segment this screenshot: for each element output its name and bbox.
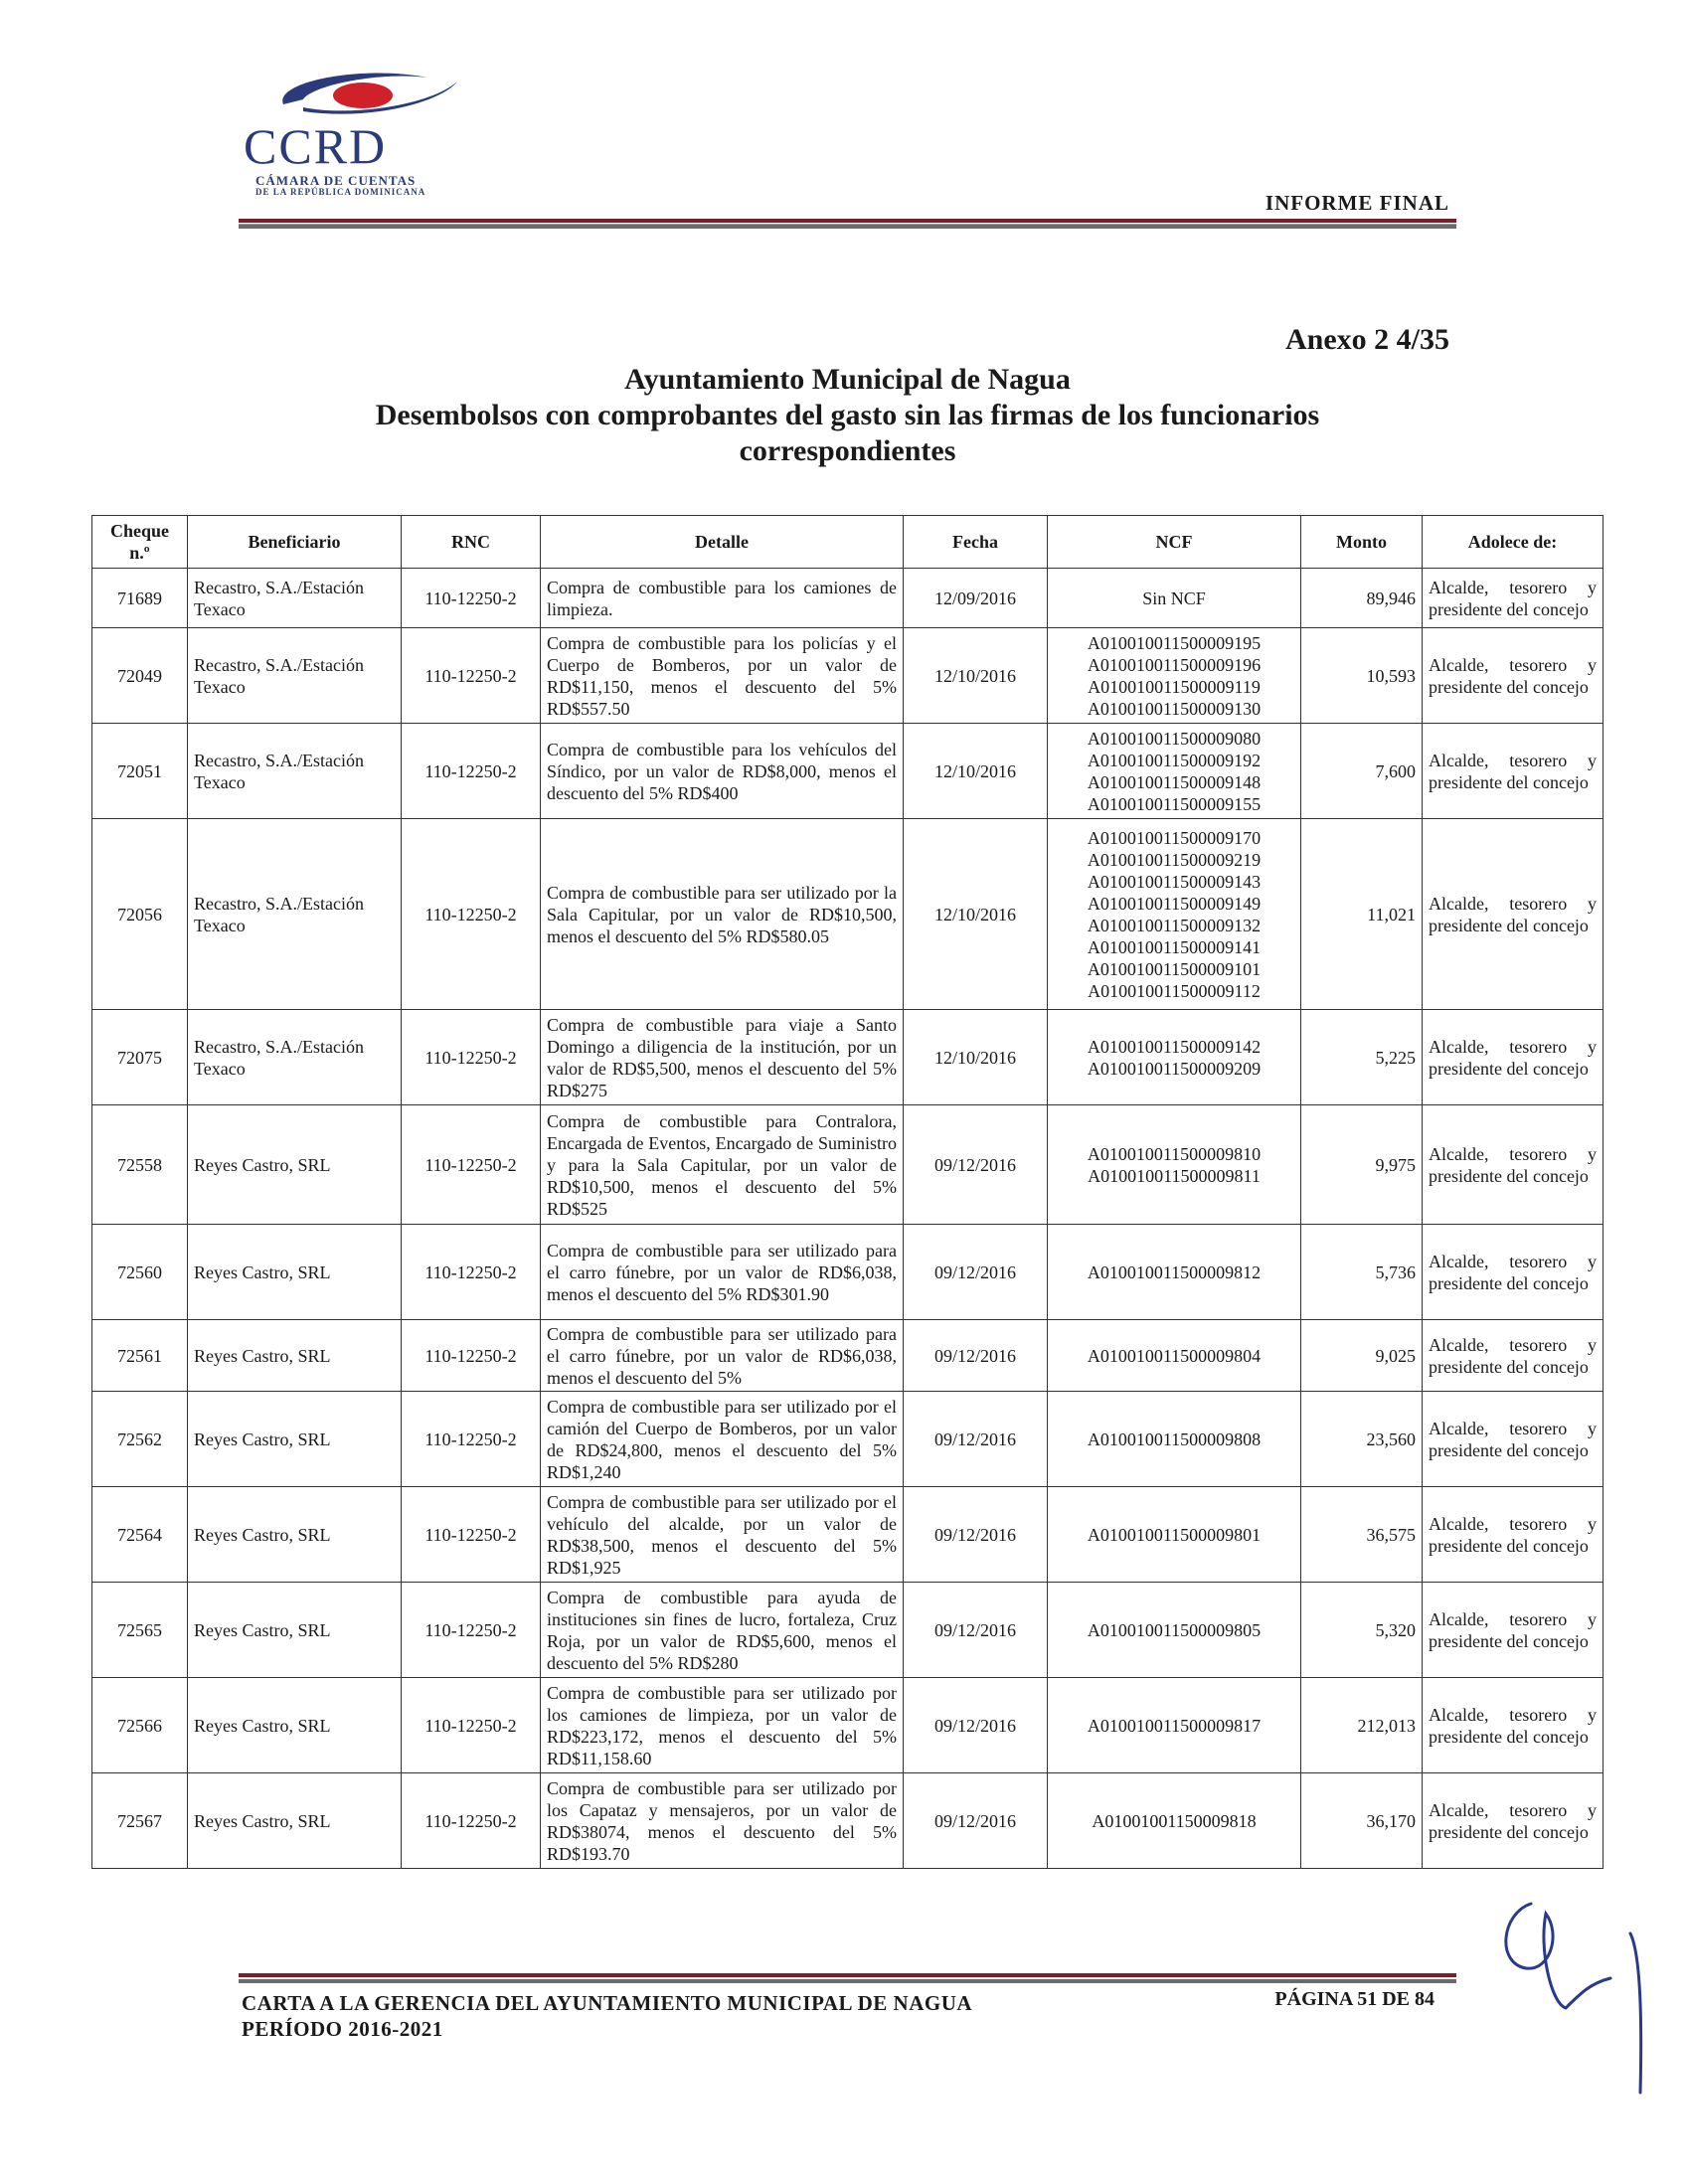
cell-fecha: 09/12/2016 — [904, 1678, 1048, 1773]
cell-ncf: A010010011500009170 A010010011500009219 A010010011500009143 A010010011500009149 A010010011500009132 A010010011500009141 A010010011500009101 A010010011500009112 — [1048, 819, 1301, 1010]
cell-monto: 89,946 — [1301, 569, 1423, 628]
header-fecha: Fecha — [904, 516, 1048, 569]
cell-beneficiario: Recastro, S.A./Estación Texaco — [188, 724, 402, 819]
signature-icon — [1491, 1894, 1660, 2112]
disbursements-table — [91, 515, 1604, 1869]
header-rnc: RNC — [402, 516, 541, 569]
table-row — [92, 569, 1604, 628]
cell-ncf: A010010011500009080 A010010011500009192 A010010011500009148 A010010011500009155 — [1048, 724, 1301, 819]
cell-fecha: 09/12/2016 — [904, 1487, 1048, 1583]
cell-beneficiario: Reyes Castro, SRL — [188, 1320, 402, 1392]
header-adolece: Adolece de: — [1423, 516, 1604, 569]
cell-ncf: A010010011500009812 — [1048, 1225, 1301, 1320]
ccrd-logo — [244, 60, 502, 199]
cell-cheque: 72051 — [92, 724, 188, 819]
logo-subtitle-2: DE LA REPÚBLICA DOMINICANA — [255, 187, 426, 197]
cell-detalle: Compra de combustible para ser utilizado por el camión del Cuerpo de Bomberos, por un valor de RD$24,800, menos el descuento del 5% RD$1,240 — [541, 1392, 904, 1487]
table-row — [92, 1678, 1604, 1773]
cell-cheque: 72562 — [92, 1392, 188, 1487]
cell-detalle: Compra de combustible para ser utilizado por la Sala Capitular, por un valor de RD$10,500, menos el descuento del 5% RD$580.05 — [541, 819, 904, 1010]
table-row — [92, 1225, 1604, 1320]
cell-ncf: A010010011500009805 — [1048, 1583, 1301, 1678]
cell-beneficiario: Reyes Castro, SRL — [188, 1392, 402, 1487]
cell-beneficiario: Recastro, S.A./Estación Texaco — [188, 628, 402, 724]
cell-rnc: 110-12250-2 — [402, 819, 541, 1010]
table-row — [92, 628, 1604, 724]
cell-rnc: 110-12250-2 — [402, 1225, 541, 1320]
cell-ncf: Sin NCF — [1048, 569, 1301, 628]
cell-cheque: 72567 — [92, 1773, 188, 1869]
cell-ncf: A010010011500009195 A010010011500009196 A010010011500009119 A010010011500009130 — [1048, 628, 1301, 724]
cell-rnc: 110-12250-2 — [402, 1583, 541, 1678]
cell-beneficiario: Recastro, S.A./Estación Texaco — [188, 819, 402, 1010]
table-row — [92, 819, 1604, 1010]
cell-detalle: Compra de combustible para los camiones de limpieza. — [541, 569, 904, 628]
cell-fecha: 09/12/2016 — [904, 1583, 1048, 1678]
cell-cheque: 72561 — [92, 1320, 188, 1392]
cell-ncf: A010010011500009142 A010010011500009209 — [1048, 1010, 1301, 1105]
cell-rnc: 110-12250-2 — [402, 1678, 541, 1773]
cell-adolece: Alcalde, tesorero y presidente del concejo — [1423, 819, 1604, 1010]
cell-ncf: A010010011500009817 — [1048, 1678, 1301, 1773]
header-divider — [239, 219, 1456, 229]
cell-cheque: 72075 — [92, 1010, 188, 1105]
cell-monto: 10,593 — [1301, 628, 1423, 724]
cell-monto: 5,320 — [1301, 1583, 1423, 1678]
cell-rnc: 110-12250-2 — [402, 1392, 541, 1487]
cell-cheque: 72565 — [92, 1583, 188, 1678]
cell-beneficiario: Reyes Castro, SRL — [188, 1583, 402, 1678]
title-line-2: Desembolsos con comprobantes del gasto sin las firmas de los funcionarios — [375, 399, 1320, 431]
cell-beneficiario: Recastro, S.A./Estación Texaco — [188, 1010, 402, 1105]
table-row — [92, 1105, 1604, 1225]
cell-cheque: 72566 — [92, 1678, 188, 1773]
cell-adolece: Alcalde, tesorero y presidente del concejo — [1423, 1487, 1604, 1583]
cell-monto: 23,560 — [1301, 1392, 1423, 1487]
cell-detalle: Compra de combustible para Contralora, Encargada de Eventos, Encargado de Suministro y para la Sala Capitular, por un valor de RD$10,500, menos el descuento del 5% RD$525 — [541, 1105, 904, 1225]
report-label: INFORME FINAL — [1265, 191, 1449, 215]
cell-adolece: Alcalde, tesorero y presidente del concejo — [1423, 1225, 1604, 1320]
cell-adolece: Alcalde, tesorero y presidente del concejo — [1423, 1320, 1604, 1392]
cell-fecha: 12/09/2016 — [904, 569, 1048, 628]
cell-rnc: 110-12250-2 — [402, 1010, 541, 1105]
cell-detalle: Compra de combustible para ayuda de instituciones sin fines de lucro, fortaleza, Cruz Roja, por un valor de RD$5,600, menos el descuento del 5% RD$280 — [541, 1583, 904, 1678]
cell-adolece: Alcalde, tesorero y presidente del concejo — [1423, 724, 1604, 819]
cell-rnc: 110-12250-2 — [402, 724, 541, 819]
cell-monto: 7,600 — [1301, 724, 1423, 819]
cell-ncf: A01001001150009818 — [1048, 1773, 1301, 1869]
cell-rnc: 110-12250-2 — [402, 569, 541, 628]
cell-cheque: 72558 — [92, 1105, 188, 1225]
cell-detalle: Compra de combustible para ser utilizado por los camiones de limpieza, por un valor de RD$223,172, menos el descuento del 5% RD$11,158.60 — [541, 1678, 904, 1773]
cell-fecha: 12/10/2016 — [904, 724, 1048, 819]
footer-line-1: CARTA A LA GERENCIA DEL AYUNTAMIENTO MUNICIPAL DE NAGUA — [242, 1991, 973, 2015]
cell-fecha: 12/10/2016 — [904, 1010, 1048, 1105]
cell-rnc: 110-12250-2 — [402, 628, 541, 724]
cell-detalle: Compra de combustible para ser utilizado para el carro fúnebre, por un valor de RD$6,038, menos el descuento del 5% RD$301.90 — [541, 1225, 904, 1320]
title-line-1: Ayuntamiento Municipal de Nagua — [624, 363, 1071, 396]
cell-cheque: 72056 — [92, 819, 188, 1010]
table-row — [92, 1010, 1604, 1105]
table-header-row — [92, 516, 1604, 569]
footer-line-2: PERÍODO 2016-2021 — [242, 2017, 443, 2041]
cell-beneficiario: Reyes Castro, SRL — [188, 1678, 402, 1773]
page-title — [239, 362, 1456, 469]
cell-fecha: 09/12/2016 — [904, 1225, 1048, 1320]
cell-fecha: 09/12/2016 — [904, 1773, 1048, 1869]
cell-fecha: 12/10/2016 — [904, 628, 1048, 724]
cell-adolece: Alcalde, tesorero y presidente del concejo — [1423, 1678, 1604, 1773]
header-ncf: NCF — [1048, 516, 1301, 569]
cell-monto: 9,025 — [1301, 1320, 1423, 1392]
cell-monto: 5,736 — [1301, 1225, 1423, 1320]
cell-beneficiario: Reyes Castro, SRL — [188, 1225, 402, 1320]
cell-rnc: 110-12250-2 — [402, 1320, 541, 1392]
cell-detalle: Compra de combustible para los vehículos del Síndico, por un valor de RD$8,000, menos el descuento del 5% RD$400 — [541, 724, 904, 819]
cell-cheque: 72049 — [92, 628, 188, 724]
cell-rnc: 110-12250-2 — [402, 1487, 541, 1583]
cell-adolece: Alcalde, tesorero y presidente del concejo — [1423, 569, 1604, 628]
cell-monto: 36,575 — [1301, 1487, 1423, 1583]
cell-detalle: Compra de combustible para viaje a Santo Domingo a diligencia de la institución, por un valor de RD$5,500, menos el descuento del 5% RD$275 — [541, 1010, 904, 1105]
cell-beneficiario: Reyes Castro, SRL — [188, 1487, 402, 1583]
table-row — [92, 724, 1604, 819]
cell-adolece: Alcalde, tesorero y presidente del concejo — [1423, 1392, 1604, 1487]
cell-adolece: Alcalde, tesorero y presidente del concejo — [1423, 1773, 1604, 1869]
page-number: PÁGINA 51 DE 84 — [1274, 1988, 1435, 2010]
cell-detalle: Compra de combustible para ser utilizado por el vehículo del alcalde, por un valor de RD$38,500, menos el descuento del 5% RD$1,925 — [541, 1487, 904, 1583]
cell-ncf: A010010011500009804 — [1048, 1320, 1301, 1392]
cell-ncf: A010010011500009801 — [1048, 1487, 1301, 1583]
cell-beneficiario: Recastro, S.A./Estación Texaco — [188, 569, 402, 628]
cell-cheque: 71689 — [92, 569, 188, 628]
cell-monto: 36,170 — [1301, 1773, 1423, 1869]
cell-rnc: 110-12250-2 — [402, 1773, 541, 1869]
cell-adolece: Alcalde, tesorero y presidente del concejo — [1423, 1583, 1604, 1678]
annex-number: Anexo 2 4/35 — [1285, 323, 1449, 356]
title-line-3: correspondientes — [739, 434, 956, 467]
logo-subtitle: CÁMARA DE CUENTAS — [255, 173, 417, 188]
cell-beneficiario: Reyes Castro, SRL — [188, 1773, 402, 1869]
table-row — [92, 1773, 1604, 1869]
cell-monto: 9,975 — [1301, 1105, 1423, 1225]
header-beneficiario: Beneficiario — [188, 516, 402, 569]
cell-beneficiario: Reyes Castro, SRL — [188, 1105, 402, 1225]
footer-text — [242, 1990, 972, 2042]
header-monto: Monto — [1301, 516, 1423, 569]
table-row — [92, 1320, 1604, 1392]
cell-rnc: 110-12250-2 — [402, 1105, 541, 1225]
cell-cheque: 72560 — [92, 1225, 188, 1320]
cell-fecha: 09/12/2016 — [904, 1392, 1048, 1487]
cell-detalle: Compra de combustible para los policías y el Cuerpo de Bomberos, por un valor de RD$11,150, menos el descuento del 5% RD$557.50 — [541, 628, 904, 724]
table-row — [92, 1392, 1604, 1487]
cell-adolece: Alcalde, tesorero y presidente del concejo — [1423, 628, 1604, 724]
cell-ncf: A010010011500009810 A010010011500009811 — [1048, 1105, 1301, 1225]
cell-fecha: 09/12/2016 — [904, 1105, 1048, 1225]
cell-detalle: Compra de combustible para ser utilizado para el carro fúnebre, por un valor de RD$6,038, menos el descuento del 5% — [541, 1320, 904, 1392]
cell-fecha: 12/10/2016 — [904, 819, 1048, 1010]
table-row — [92, 1487, 1604, 1583]
cell-adolece: Alcalde, tesorero y presidente del concejo — [1423, 1010, 1604, 1105]
table-row — [92, 1583, 1604, 1678]
header-detalle: Detalle — [541, 516, 904, 569]
cell-monto: 5,225 — [1301, 1010, 1423, 1105]
footer-divider — [239, 1973, 1456, 1983]
cell-fecha: 09/12/2016 — [904, 1320, 1048, 1392]
cell-monto: 11,021 — [1301, 819, 1423, 1010]
cell-detalle: Compra de combustible para ser utilizado por los Capataz y mensajeros, por un valor de RD$38074, menos el descuento del 5% RD$193.70 — [541, 1773, 904, 1869]
cell-ncf: A010010011500009808 — [1048, 1392, 1301, 1487]
logo-title: CCRD — [244, 118, 388, 174]
cell-adolece: Alcalde, tesorero y presidente del concejo — [1423, 1105, 1604, 1225]
cell-monto: 212,013 — [1301, 1678, 1423, 1773]
cell-cheque: 72564 — [92, 1487, 188, 1583]
header-cheque: Cheque n.º — [92, 516, 188, 569]
